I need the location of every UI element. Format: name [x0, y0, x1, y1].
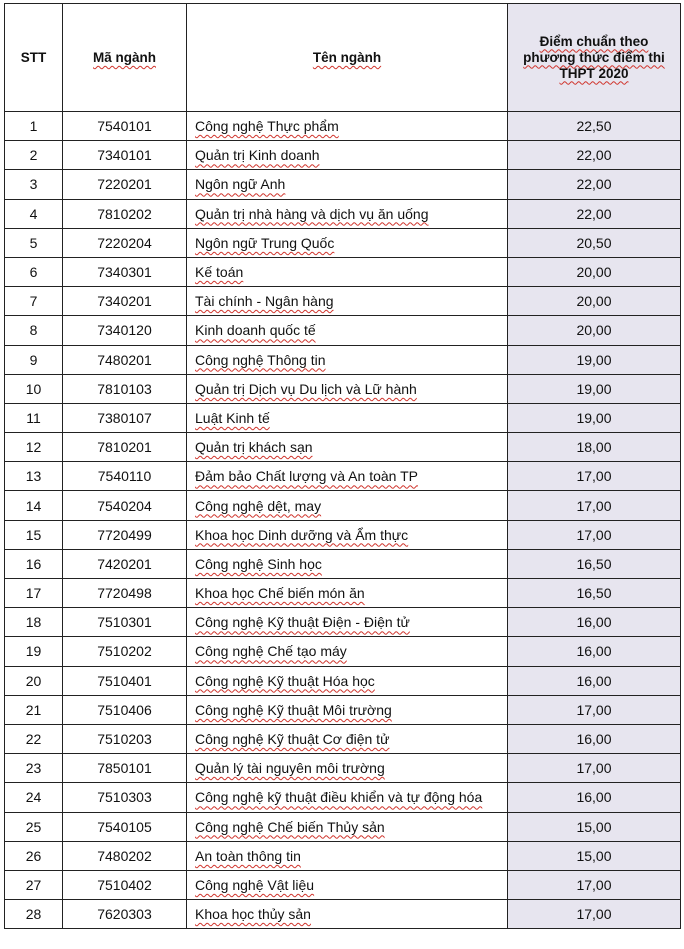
table-row [5, 199, 681, 228]
cell-stt: 12 [5, 433, 63, 462]
table-row [5, 695, 681, 724]
table-row [5, 666, 681, 695]
table-header-row [5, 4, 681, 112]
table-row [5, 549, 681, 578]
table-row [5, 257, 681, 286]
cell-code: 7510301 [63, 608, 187, 637]
cell-stt: 28 [5, 900, 63, 929]
cell-code: 7540101 [63, 112, 187, 141]
cell-code: 7420201 [63, 549, 187, 578]
cell-score: 17,00 [508, 900, 681, 929]
header-name: Tên ngành [187, 4, 508, 112]
cell-name: Quản trị khách sạn [187, 433, 508, 462]
cell-score: 22,00 [508, 199, 681, 228]
cell-stt: 3 [5, 170, 63, 199]
cell-name: Tài chính - Ngân hàng [187, 287, 508, 316]
cell-code: 7380107 [63, 403, 187, 432]
cell-name: Khoa học Dinh dưỡng và Ẩm thực [187, 520, 508, 549]
cell-name: Công nghệ Thông tin [187, 345, 508, 374]
cell-score: 15,00 [508, 812, 681, 841]
cell-code: 7480202 [63, 841, 187, 870]
cell-code: 7620303 [63, 900, 187, 929]
cell-code: 7720498 [63, 579, 187, 608]
cell-name: Quản trị nhà hàng và dịch vụ ăn uống [187, 199, 508, 228]
table-row [5, 345, 681, 374]
header-code: Mã ngành [63, 4, 187, 112]
cell-stt: 15 [5, 520, 63, 549]
cell-name: Công nghệ Vật liệu [187, 870, 508, 899]
cell-stt: 7 [5, 287, 63, 316]
cell-score: 16,00 [508, 608, 681, 637]
cell-score: 22,00 [508, 141, 681, 170]
cell-stt: 13 [5, 462, 63, 491]
cell-code: 7540204 [63, 491, 187, 520]
cell-stt: 8 [5, 316, 63, 345]
cell-stt: 5 [5, 228, 63, 257]
table-row [5, 112, 681, 141]
cell-name: Đảm bảo Chất lượng và An toàn TP [187, 462, 508, 491]
table-row [5, 403, 681, 432]
cell-name: Quản trị Dịch vụ Du lịch và Lữ hành [187, 374, 508, 403]
cell-name: Công nghệ kỹ thuật điều khiển và tự động hóa [187, 783, 508, 812]
table-row [5, 287, 681, 316]
cell-code: 7810202 [63, 199, 187, 228]
cell-code: 7340120 [63, 316, 187, 345]
cell-stt: 24 [5, 783, 63, 812]
table-row [5, 579, 681, 608]
table-row [5, 520, 681, 549]
table-row [5, 374, 681, 403]
table-row [5, 141, 681, 170]
admission-scores-table [4, 3, 681, 929]
cell-code: 7510202 [63, 637, 187, 666]
cell-score: 17,00 [508, 754, 681, 783]
cell-score: 16,00 [508, 783, 681, 812]
cell-name: Công nghệ Kỹ thuật Điện - Điện tử [187, 608, 508, 637]
cell-code: 7810103 [63, 374, 187, 403]
cell-stt: 11 [5, 403, 63, 432]
table-row [5, 754, 681, 783]
cell-score: 20,00 [508, 257, 681, 286]
cell-score: 15,00 [508, 841, 681, 870]
cell-stt: 1 [5, 112, 63, 141]
cell-stt: 16 [5, 549, 63, 578]
cell-score: 16,00 [508, 724, 681, 753]
cell-stt: 20 [5, 666, 63, 695]
table-row [5, 608, 681, 637]
cell-code: 7720499 [63, 520, 187, 549]
cell-name: Quản lý tài nguyên môi trường [187, 754, 508, 783]
cell-stt: 6 [5, 257, 63, 286]
cell-stt: 14 [5, 491, 63, 520]
cell-score: 20,00 [508, 316, 681, 345]
cell-name: Khoa học thủy sản [187, 900, 508, 929]
cell-code: 7220204 [63, 228, 187, 257]
table-row [5, 228, 681, 257]
cell-name: An toàn thông tin [187, 841, 508, 870]
cell-code: 7540105 [63, 812, 187, 841]
cell-score: 17,00 [508, 870, 681, 899]
table-row [5, 841, 681, 870]
cell-stt: 22 [5, 724, 63, 753]
cell-score: 20,50 [508, 228, 681, 257]
cell-code: 7340301 [63, 257, 187, 286]
cell-score: 16,50 [508, 549, 681, 578]
cell-stt: 18 [5, 608, 63, 637]
cell-score: 17,00 [508, 520, 681, 549]
table-row [5, 637, 681, 666]
cell-code: 7340201 [63, 287, 187, 316]
cell-name: Công nghệ Thực phẩm [187, 112, 508, 141]
cell-score: 22,50 [508, 112, 681, 141]
header-score: Điểm chuẩn theo phương thức điểm thi THPT 2020 [508, 4, 681, 112]
cell-name: Khoa học Chế biến món ăn [187, 579, 508, 608]
cell-score: 22,00 [508, 170, 681, 199]
table-row [5, 491, 681, 520]
cell-stt: 21 [5, 695, 63, 724]
table-row [5, 783, 681, 812]
cell-stt: 9 [5, 345, 63, 374]
cell-score: 18,00 [508, 433, 681, 462]
header-stt: STT [5, 4, 63, 112]
cell-score: 17,00 [508, 462, 681, 491]
cell-name: Công nghệ Sinh học [187, 549, 508, 578]
table-row [5, 812, 681, 841]
cell-name: Công nghệ dệt, may [187, 491, 508, 520]
cell-code: 7220201 [63, 170, 187, 199]
table-row [5, 900, 681, 929]
table-row [5, 870, 681, 899]
table-row [5, 724, 681, 753]
cell-code: 7540110 [63, 462, 187, 491]
cell-score: 17,00 [508, 695, 681, 724]
cell-name: Công nghệ Chế biến Thủy sản [187, 812, 508, 841]
cell-name: Kinh doanh quốc tế [187, 316, 508, 345]
cell-code: 7510401 [63, 666, 187, 695]
table-row [5, 433, 681, 462]
cell-code: 7850101 [63, 754, 187, 783]
cell-code: 7480201 [63, 345, 187, 374]
cell-name: Công nghệ Kỹ thuật Hóa học [187, 666, 508, 695]
cell-score: 19,00 [508, 345, 681, 374]
cell-stt: 10 [5, 374, 63, 403]
cell-name: Công nghệ Chế tạo máy [187, 637, 508, 666]
table-row [5, 316, 681, 345]
cell-score: 17,00 [508, 491, 681, 520]
cell-stt: 19 [5, 637, 63, 666]
cell-code: 7340101 [63, 141, 187, 170]
cell-score: 20,00 [508, 287, 681, 316]
cell-name: Quản trị Kinh doanh [187, 141, 508, 170]
cell-name: Công nghệ Kỹ thuật Cơ điện tử [187, 724, 508, 753]
cell-code: 7510402 [63, 870, 187, 899]
cell-name: Công nghệ Kỹ thuật Môi trường [187, 695, 508, 724]
cell-score: 19,00 [508, 374, 681, 403]
table-row [5, 462, 681, 491]
cell-name: Ngôn ngữ Anh [187, 170, 508, 199]
cell-stt: 17 [5, 579, 63, 608]
cell-stt: 2 [5, 141, 63, 170]
table-row [5, 170, 681, 199]
cell-score: 16,50 [508, 579, 681, 608]
cell-code: 7510203 [63, 724, 187, 753]
cell-score: 19,00 [508, 403, 681, 432]
cell-code: 7510406 [63, 695, 187, 724]
cell-code: 7810201 [63, 433, 187, 462]
document-page [4, 3, 681, 929]
cell-name: Luật Kinh tế [187, 403, 508, 432]
cell-name: Kế toán [187, 257, 508, 286]
cell-name: Ngôn ngữ Trung Quốc [187, 228, 508, 257]
cell-code: 7510303 [63, 783, 187, 812]
cell-stt: 25 [5, 812, 63, 841]
cell-stt: 27 [5, 870, 63, 899]
cell-stt: 4 [5, 199, 63, 228]
cell-score: 16,00 [508, 666, 681, 695]
cell-stt: 23 [5, 754, 63, 783]
cell-stt: 26 [5, 841, 63, 870]
cell-score: 16,00 [508, 637, 681, 666]
